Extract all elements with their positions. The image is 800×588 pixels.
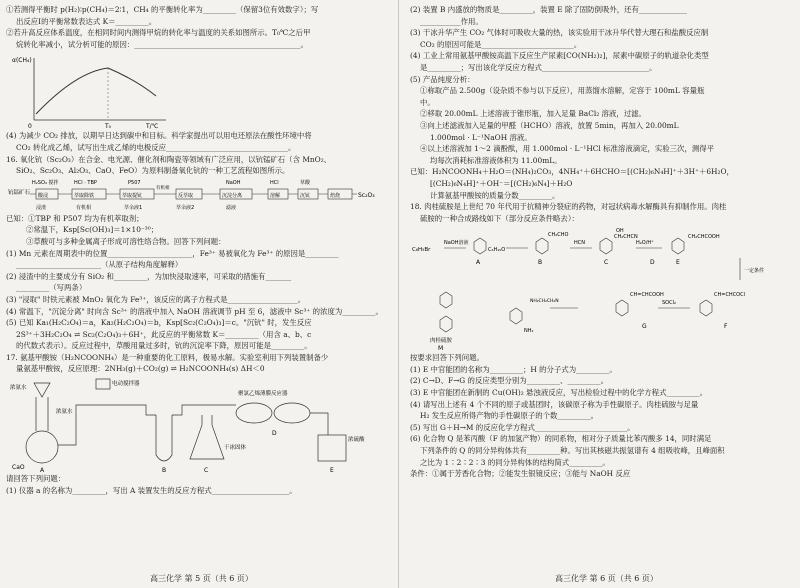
synthesis-route	[410, 224, 794, 352]
text-line: 条件：①属于芳香化合物；②能发生银镜反应；③能与 NaOH 反应	[410, 469, 631, 479]
route-label: CH₂CHCOOH	[688, 234, 720, 241]
text-line: 2S³⁺＋3H₂C₂O₄ ⇌ Sc₂(C₂O₄)₃＋6H⁺，此反应的平衡常数 K＝_________（用含 a、b、c	[16, 329, 312, 339]
page-fold	[398, 0, 399, 588]
graph-tick: T₀	[105, 123, 112, 131]
route-label: B	[538, 259, 543, 267]
route-label: CH=CHCOCl	[714, 292, 745, 299]
text-line: (3) E 中官能团在新制的 Cu(OH)₂ 悬浊液反应，写出检验过程中的化学方程式_________。	[410, 388, 708, 398]
benzene-ring	[600, 238, 612, 254]
route-label: E	[676, 259, 680, 267]
graph-xlabel: T/℃	[146, 123, 159, 131]
flow-top-label: HCl · TBP	[74, 179, 97, 186]
graph-ylabel: α(CH₄)	[12, 57, 32, 65]
text-line: (5) 产品纯度分析：	[410, 74, 475, 84]
text-line: ②若升高反应体系温度，在相同时间内测得甲烷的转化率与温度的关系如图所示。T₀℃之后甲	[6, 28, 311, 38]
route-label: SOCl₂	[662, 300, 676, 307]
text-line: _________（写两条）	[16, 283, 87, 293]
route-label: HCN	[574, 240, 585, 247]
route-label: H₂O/H⁺	[636, 240, 654, 247]
text-line: (5) 已知 Ka₁(H₂C₂O₄)＝a，Ka₂(H₂C₂O₄)＝b，Ksp[Sc₂(C₂O₄)₃]＝c。"沉钪" 时，发生反应	[6, 318, 312, 328]
apparatus-label: 干冰固体	[224, 445, 247, 452]
text-line: 17. 氨基甲酸铵（H₂NCOONH₄）是一种重要的化工原料，极易水解。实验室利用下列装置制备少	[6, 352, 329, 362]
flow-box-label: 沉钪	[300, 192, 311, 199]
flask-a	[26, 431, 58, 463]
text-line: 是_________；写出该化学反应方程式_____________________________。	[420, 62, 657, 72]
route-label: NH₂	[524, 328, 534, 335]
route-label: M	[438, 345, 444, 353]
text-line: (4) 常温下，"沉淀分离" 时向含 Sc³⁺ 的溶液中加入 NaOH 溶液调节 pH 至 6，滤液中 Sc³⁺ 的浓度为_________。	[6, 306, 383, 316]
text-line: ①若测得平衡时 p(H₂)∶p(CH₄)＝2∶1，CH₄ 的平衡转化率为_________（保留3位有效数字）；写	[6, 5, 319, 14]
tube-to-b	[106, 405, 156, 415]
text-line: 16. 氧化钪（Sc₂O₃）在合金、电光源、催化剂和陶瓷等领域有广泛应用，以钪锰矿石（含 MnO₂、	[6, 154, 332, 164]
conversion-graph	[6, 50, 386, 130]
text-line: 1.000mol · L⁻¹NaOH 溶液。	[430, 132, 532, 142]
process-flowchart-svg	[6, 177, 386, 213]
text-line: (2) 浸渣中的主要成分有 SiO₂ 和_________，为加快浸取速率，可采取的措施有_______	[6, 271, 292, 281]
text-line: (1) Mn 元素在周期表中的位置_______________________，Fe³⁺ 易被氧化为 Fe³⁺ 的原因是_________	[6, 248, 339, 258]
apparatus-label: 浓氨水	[10, 385, 27, 392]
text-line: 出反应Ⅰ的平衡常数表达式 K＝_________。	[16, 16, 157, 26]
route-label: NaOH溶液	[444, 240, 469, 247]
text-line: 烷转化率减小，试分析可能的原因：_____________________________________________。	[16, 39, 308, 49]
text-line: CO₂ 的原因可能是_________________________。	[420, 39, 582, 49]
text-line: (4) 为减少 CO₂ 排放，以期早日达到碳中和目标。科学家提出可以用电还原法在酸性环境中将	[6, 131, 312, 141]
route-label: F	[724, 323, 728, 331]
text-line: (1) 仪器 a 的名称为_________，写出 A 装置发生的反应方程式_____________________。	[6, 485, 297, 495]
route-label: CH=CHCOOH	[630, 292, 664, 299]
flow-bottom-label: 萃余液1	[124, 204, 143, 211]
flow-box-label: 焙烧	[330, 192, 341, 199]
route-label: CH₂CHO	[548, 232, 569, 239]
route-label: C₆H₅Br	[412, 247, 431, 254]
dropping-funnel	[34, 383, 50, 397]
conversion-graph-svg	[6, 50, 176, 130]
text-line: 中。	[420, 97, 435, 107]
route-label: A	[476, 259, 481, 267]
text-line: (3) "浸取" 时铁元素被 MnO₂ 氧化为 Fe³⁺，该反应的离子方程式是___________________。	[6, 294, 306, 304]
flow-box-label: 反萃取	[178, 192, 194, 199]
synthesis-svg	[410, 224, 794, 352]
route-label: G	[642, 323, 647, 331]
flask-neck	[36, 397, 48, 431]
text-line: H₂ 发生反应所得产物的手性碳原子的个数_________。	[420, 411, 599, 421]
apparatus-label: E	[330, 467, 334, 474]
apparatus-label: 浓氨水	[56, 409, 73, 416]
right-page	[410, 4, 794, 480]
flow-box-label: 萃取除铁	[74, 192, 95, 199]
flow-top-label: 草酸	[300, 179, 311, 186]
flow-bottom-label: 浸渣	[36, 204, 47, 211]
text-line: ②常温下，Ksp[Sc(OH)₃]＝1×10⁻³⁰；	[26, 225, 159, 235]
flow-box-label: 酸浸	[38, 192, 49, 199]
flow-box-label: 溶解	[270, 192, 281, 199]
route-label: NH₂CH₂CH₂N	[530, 299, 559, 305]
benzene-ring	[440, 292, 452, 308]
flow-box-label: 萃取提钪	[122, 192, 143, 199]
text-line: 按要求回答下列问题。	[410, 353, 484, 363]
apparatus-label: CaO	[12, 464, 25, 472]
text-line: (2) C→D、F→G 的反应类型分别为_________、_________。	[410, 376, 608, 386]
text-line: SiO₂、Sc₂O₃、Al₂O₃、CaO、FeO）为原料制备氧化钪的一种工艺流程如图所示。	[16, 166, 290, 176]
text-line: CO₂ 转化成乙烯，试写出生成乙烯的电极反应_________________________________。	[16, 142, 296, 152]
flow-top-label: P507	[128, 179, 141, 186]
flow-bottom-label: 有机相	[76, 204, 92, 211]
page-footer-right: 高三化学 第 6 页（共 6 页）	[555, 574, 658, 583]
text-line: _______________________（从原子结构角度解释）	[16, 260, 183, 270]
route-label: 肉桂硫胺	[430, 338, 453, 345]
beaker-e	[318, 435, 346, 461]
route-label: 一定条件	[744, 268, 765, 275]
u-tube-b	[156, 415, 172, 461]
flow-start: 钪锰矿石	[8, 189, 31, 196]
text-line: 计算氨基甲酸铵的质量分数_________。	[430, 190, 560, 200]
flow-end: Sc₂O₃	[358, 191, 375, 199]
benzene-ring	[672, 238, 684, 254]
text-line: ②移取 20.00mL 上述溶液于锥形瓶，加入足量 BaCl₂ 溶液，过滤。	[420, 109, 646, 119]
text-line: 18. 肉桂硫胺是上世纪 70 年代用于抗精神分裂症的药物，对冠状病毒水解酶具有抑制作用。肉桂	[410, 202, 727, 212]
text-line: [(CH₂)₆N₄H]⁺＋OH⁻＝[(CH₂)₆N₄]＋H₂O	[430, 178, 573, 188]
flow-top-label: HCl	[270, 179, 279, 186]
route-label: C	[604, 259, 609, 267]
benzene-ring	[440, 316, 452, 332]
flow-bottom-label: 萃余液2	[176, 204, 195, 211]
text-line: 均每次消耗标准溶液体积为 11.00mL。	[430, 155, 562, 165]
text-line: 硫胺的一种合成路线如下（部分反应条件略去）：	[420, 213, 579, 223]
flow-top-label: NaOH	[226, 179, 241, 186]
page-footer-left: 高三化学 第 5 页（共 6 页）	[150, 574, 253, 583]
benzene-ring	[474, 238, 486, 254]
flow-top-label: 有机相	[156, 185, 170, 191]
apparatus-label: A	[40, 467, 45, 474]
text-line: (3) 干冰升华产生 CO₂ 气体时可吸收大量的热，该实验用干冰升华代替大理石和盐酸反应制	[410, 28, 709, 38]
conical-flask-c	[190, 415, 224, 459]
benzene-ring	[510, 308, 522, 324]
flow-bottom-label: 滤液	[226, 204, 237, 211]
route-label: CH₂CHCN	[614, 234, 638, 241]
text-line: 已知：H₂NCOONH₄＋H₂O＝(NH₄)₂CO₃，4NH₄⁺＋6HCHO＝[(CH₂)₆N₄H]⁺＋3H⁺＋6H₂O，	[410, 167, 734, 177]
benzene-ring	[616, 300, 628, 316]
apparatus-label: B	[162, 467, 167, 474]
left-page	[6, 4, 386, 496]
text-line: (1) E 中官能团的名称为_________；H 的分子式为_________。	[410, 364, 617, 374]
text-line: ①称取产品 2.500g（设杂质不参与以下反应），用蒸馏水溶解，定容于 100mL 容量瓶	[420, 86, 705, 96]
apparatus-label: 电动搅拌器	[112, 381, 140, 388]
benzene-ring	[536, 238, 548, 254]
text-line: (4) 请写出上述有 4 个不同的原子或基团时，该碳原子称为手性碳原子。肉桂硫胺与足量	[410, 399, 699, 409]
process-flowchart	[6, 177, 386, 213]
text-line: (6) 化合物 Q 是苯丙酸（F 的加氢产物）的同系物，相对分子质量比苯丙酸多 14，同时满足	[410, 434, 712, 444]
flow-box-label: 沉淀分离	[222, 192, 243, 199]
text-line: ___________作用。	[420, 16, 483, 26]
apparatus-label: 聚氯乙烯薄膜反应器	[238, 391, 288, 398]
apparatus-figure	[6, 375, 386, 473]
conversion-curve	[36, 68, 156, 114]
text-line: ③向上述滤液加入足量的甲醛（HCHO）溶液，放置 5min，再加入 20.00mL	[420, 120, 679, 130]
apparatus-label: C	[204, 467, 209, 474]
text-line: 请回答下列问题：	[6, 474, 66, 484]
route-label: D	[650, 259, 655, 267]
text-line: ④以上述溶液加 1～2 滴酚酞，用 1.000mol · L⁻¹HCl 标准溶液滴定，实验三次，测得平	[420, 144, 715, 154]
benzene-ring	[700, 300, 712, 316]
text-line: 量氨基甲酸铵，反应原理：2NH₃(g)＋CO₂(g) ⇌ H₂NCOONH₄(s) ΔH＜0	[16, 364, 265, 374]
route-label: OH	[616, 228, 624, 235]
reactor-bulb	[236, 403, 272, 423]
text-line: (4) 工业上常用氨基甲酸铵高温下反应生产尿素[CO(NH₂)₂]，尿素中碳原子的轨道杂化类型	[410, 51, 709, 61]
text-line: (5) 写出 G＋H→M 的反应化学方程式_________________________。	[410, 422, 635, 432]
reactor-bulb	[274, 403, 310, 423]
apparatus-label: 浓硫酸	[348, 437, 365, 444]
text-line: (2) 装置 B 内盛放的物质是_________，装置 E 除了固防倒吸外，还有_____________	[410, 5, 687, 14]
graph-origin: 0	[28, 123, 32, 131]
text-line: 已知：①TBP 和 P507 均为有机萃取剂；	[6, 213, 144, 223]
stirrer	[96, 379, 110, 389]
apparatus-svg	[6, 375, 386, 473]
apparatus-label: D	[272, 430, 277, 438]
text-line: 下列条件的 Q 的同分异构体共有_________种。写出其核磁共振氢谱有 4 组吸收峰，且峰面积	[420, 446, 725, 456]
text-line: 之比为 1∶2∶2∶3 的同分异构体的结构简式_________。	[420, 457, 610, 467]
text-line: 的代数式表示）。反应过程中，草酸用量过多时，钪的沉淀率下降，原因可能是_________。	[16, 341, 312, 351]
route-label: C₆H₁₀O	[488, 247, 506, 254]
flow-top-label: H₂SO₄ 搅拌	[32, 179, 59, 186]
text-line: ③草酸可与多种金属离子形成可溶性络合物。回答下列问题：	[26, 236, 226, 246]
